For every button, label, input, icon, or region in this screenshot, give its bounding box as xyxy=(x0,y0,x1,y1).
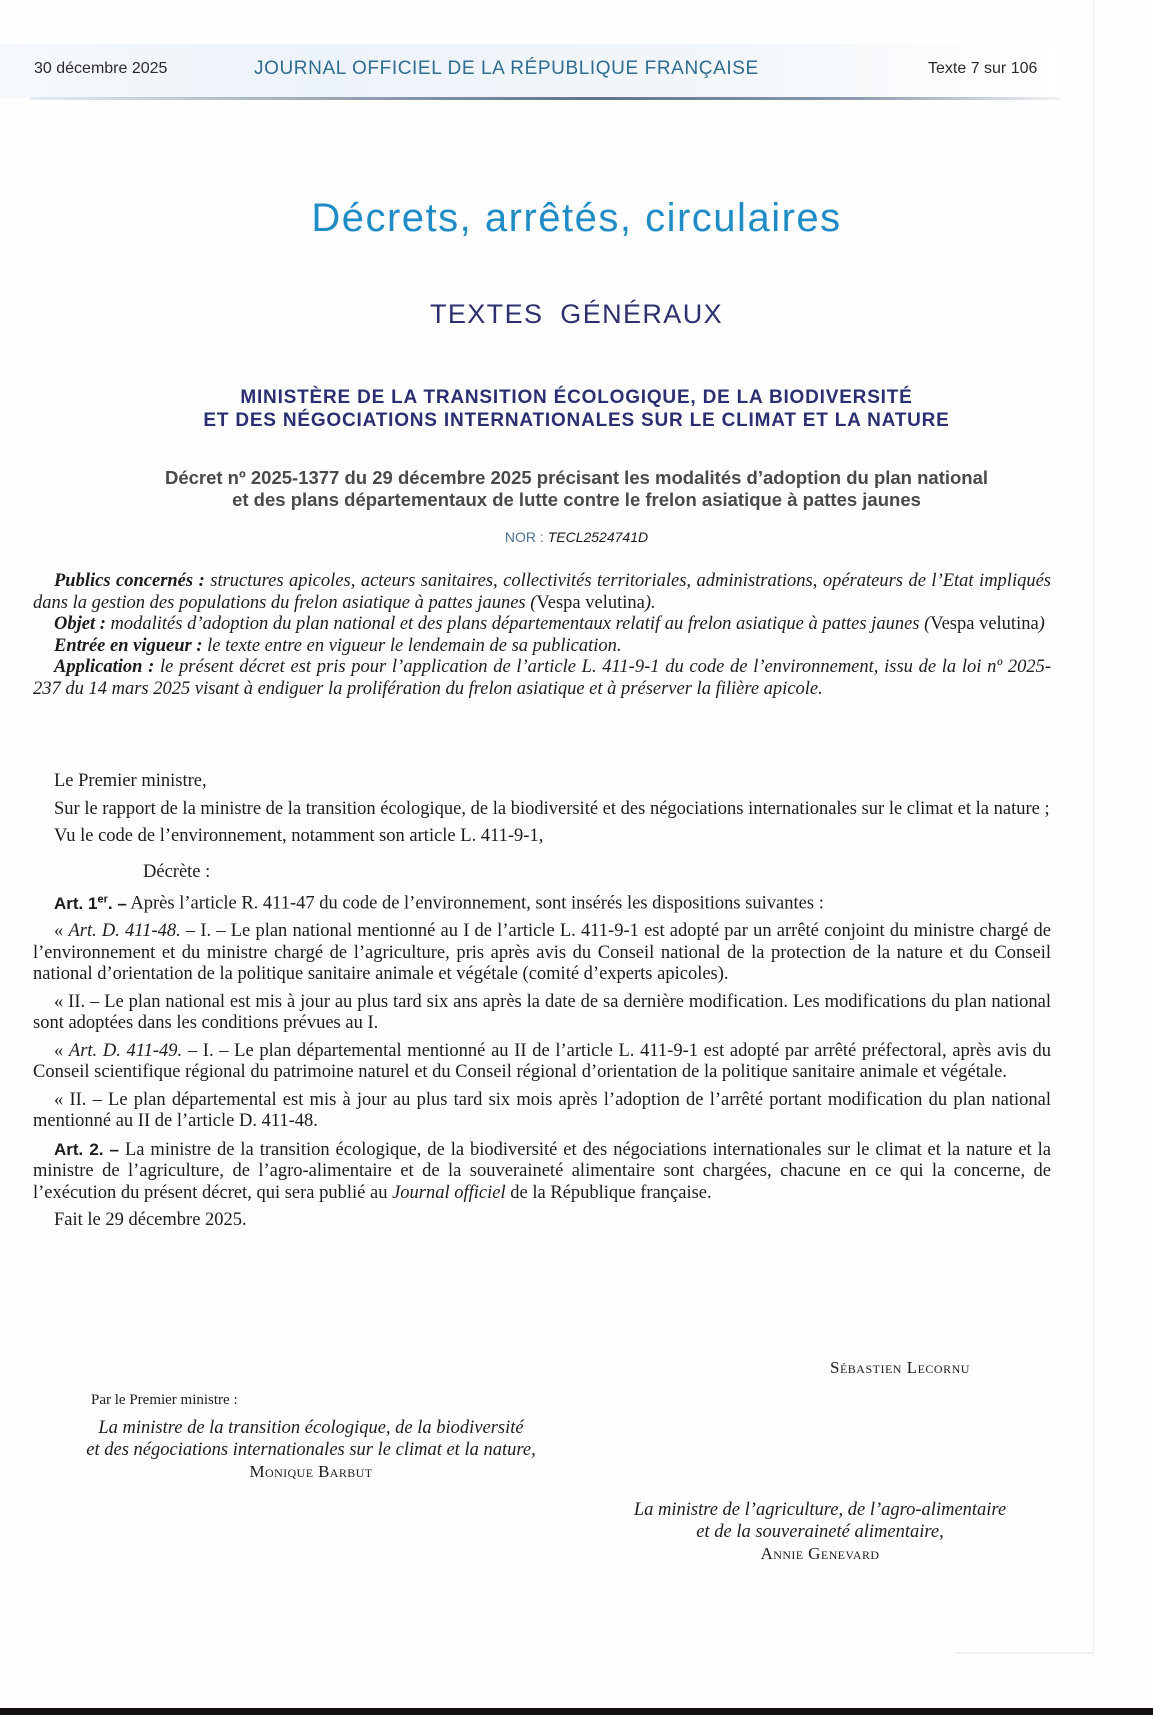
nor-label: NOR : xyxy=(504,529,544,545)
application-label: Application : xyxy=(54,657,155,677)
page-edge-right xyxy=(1093,0,1094,1655)
minister1-role-line-2: et des négociations internationales sur le climat et la nature, xyxy=(86,1439,536,1460)
objet-label: Objet : xyxy=(54,614,106,634)
minister2-role-line-2: et de la souveraineté alimentaire, xyxy=(696,1521,944,1542)
ministry-line-2: ET DES NÉGOCIATIONS INTERNATIONALES SUR LE CLIMAT ET LA NATURE xyxy=(203,410,950,431)
ministry-heading xyxy=(0,386,1153,432)
minister1-name: Monique Barbut xyxy=(249,1462,373,1481)
par-le-premier-ministre: Par le Premier ministre : xyxy=(91,1392,238,1408)
article-d411-48-i xyxy=(33,921,1051,986)
preamble-decrete: Décrète : xyxy=(143,861,211,882)
application-text: le présent décret est pris pour l’application de l’article L. 411-9-1 du code de l’environnement, issu de la loi nº 2025-237 du 14 mars 2025 visant à endiguer la prolifération du frelon asiatique et à préserver la filière apicole. xyxy=(33,657,1052,699)
fait-le: Fait le 29 décembre 2025. xyxy=(54,1210,247,1231)
decree-title-line-2: et des plans départementaux de lutte contre le frelon asiatique à pattes jaunes xyxy=(232,489,921,510)
page-edge-bottom xyxy=(955,1652,1093,1654)
quote-open: « xyxy=(54,921,69,942)
minister2-name: Annie Genevard xyxy=(760,1544,880,1563)
objet-text: modalités d’adoption du plan national et des plans départementaux relatif au frelon asiatique à pattes jaunes ( xyxy=(105,614,931,634)
signature-prime-minister: Sébastien Lecornu xyxy=(830,1358,970,1377)
nor-value: TECL2524741D xyxy=(547,529,649,545)
art1-label-sup: er xyxy=(97,893,108,905)
entree-label: Entrée en vigueur : xyxy=(54,635,203,656)
nor-reference xyxy=(0,529,1153,545)
objet-end: ) xyxy=(1038,614,1045,634)
bottom-bar xyxy=(0,1708,1153,1715)
preamble-pm: Le Premier ministre, xyxy=(54,771,207,791)
article-1-label xyxy=(54,894,127,913)
art1-label-text: Art. 1 xyxy=(54,893,98,913)
decree-body xyxy=(33,771,1051,1238)
subsection-title: TEXTES GÉNÉRAUX xyxy=(429,299,724,329)
running-header xyxy=(0,44,1060,98)
article-d411-49-i xyxy=(33,1041,1051,1084)
decree-title xyxy=(0,467,1153,511)
preamble-vu: Vu le code de l’environnement, notamment son article L. 411-9-1, xyxy=(54,826,544,846)
article-d411-48-label: Art. D. 411-48. xyxy=(68,921,181,942)
article-2-text: La ministre de la transition écologique, de la biodiversité et des négociations internationales sur le climat et la nature et la ministre de l’agriculture, de l’agro-alimentaire et de la souveraineté alimentaire sont chargées, chacune en ce qui la concerne, de l’exécution du présent décret, qui sera publié au xyxy=(33,1139,1051,1203)
article-d411-49-text: – I. – Le plan départemental mentionné au II de l’article L. 411-9-1 est adopté par arrêté préfectoral, après avis du Conseil scientifique régional du patrimoine naturel et du Conseil régional d’orientation de la politique sanitaire animale et végétale. xyxy=(33,1040,1051,1083)
minister1-role-line-1: La ministre de la transition écologique, de la biodiversité xyxy=(98,1418,524,1438)
article-d411-48-text: – I. – Le plan national mentionné au I de l’article L. 411-9-1 est adopté par un arrêté conjoint du ministre chargé de l’environnement et du ministre chargé de l’agriculture, pris après avis du Conseil national de la protection de la nature et du Conseil national d’orientation de la politique sanitaire animale et végétale (comité d’experts apicoles). xyxy=(33,921,1051,985)
article-d411-48-ii: « II. – Le plan national est mis à jour au plus tard six ans après la date de sa dernière modification. Les modifications du plan national sont adoptées dans les conditions prévues au I. xyxy=(33,991,1051,1034)
article-d411-49-ii: « II. – Le plan départemental est mis à jour au plus tard six mois après l’adoption de l’arrêté portant modification du plan national mentionné au II de l’article D. 411-48. xyxy=(33,1089,1051,1132)
preamble-rapport: Sur le rapport de la ministre de la transition écologique, de la biodiversité et des négociations internationales sur le climat et la nature ; xyxy=(54,798,1050,819)
quote-open: « xyxy=(54,1040,69,1061)
summary-publics xyxy=(33,571,1051,614)
summary-entree xyxy=(33,636,1051,658)
summary-application xyxy=(33,657,1051,700)
section-title: Décrets, arrêtés, circulaires xyxy=(311,196,842,240)
article-1 xyxy=(33,889,1051,915)
objet-species: Vespa velutina xyxy=(930,614,1039,634)
article-1-text: Après l’article R. 411-47 du code de l’environnement, sont insérés les dispositions suivantes : xyxy=(126,893,824,914)
header-divider xyxy=(30,97,1060,100)
article-2 xyxy=(33,1139,1051,1205)
decree-summary xyxy=(33,571,1051,700)
entree-text: le texte entre en vigueur le lendemain de sa publication. xyxy=(202,635,622,656)
article-d411-49-label: Art. D. 411-49. xyxy=(68,1040,183,1061)
publics-text: structures apicoles, acteurs sanitaires, collectivités territoriales, administrations, opérateurs de l’Etat impliqués dans la gestion des populations du frelon asiatique à pattes jaunes ( xyxy=(33,571,1051,613)
text-position: Texte 7 sur 106 xyxy=(928,60,1038,77)
publication-date: 30 décembre 2025 xyxy=(34,60,168,77)
publics-end: ). xyxy=(644,592,656,613)
article-2-end: de la République française. xyxy=(505,1182,712,1203)
minister2-role-line-1: La ministre de l’agriculture, de l’agro-alimentaire xyxy=(633,1500,1007,1520)
article-2-label: Art. 2. – xyxy=(54,1139,120,1159)
decree-title-line-1: Décret nº 2025-1377 du 29 décembre 2025 précisant les modalités d’adoption du plan national xyxy=(164,467,989,488)
signature-block-ecology-minister xyxy=(36,1418,586,1483)
art1-label-dash: . – xyxy=(107,893,127,913)
ministry-line-1: MINISTÈRE DE LA TRANSITION ÉCOLOGIQUE, DE LA BIODIVERSITÉ xyxy=(240,387,913,408)
publics-label: Publics concernés : xyxy=(54,571,205,591)
signature-block-agriculture-minister xyxy=(585,1500,1055,1565)
publics-species: Vespa velutina xyxy=(536,592,645,613)
summary-objet xyxy=(33,614,1051,636)
journal-officiel-ref: Journal officiel xyxy=(392,1182,506,1203)
journal-title: JOURNAL OFFICIEL DE LA RÉPUBLIQUE FRANÇAISE xyxy=(254,58,759,79)
